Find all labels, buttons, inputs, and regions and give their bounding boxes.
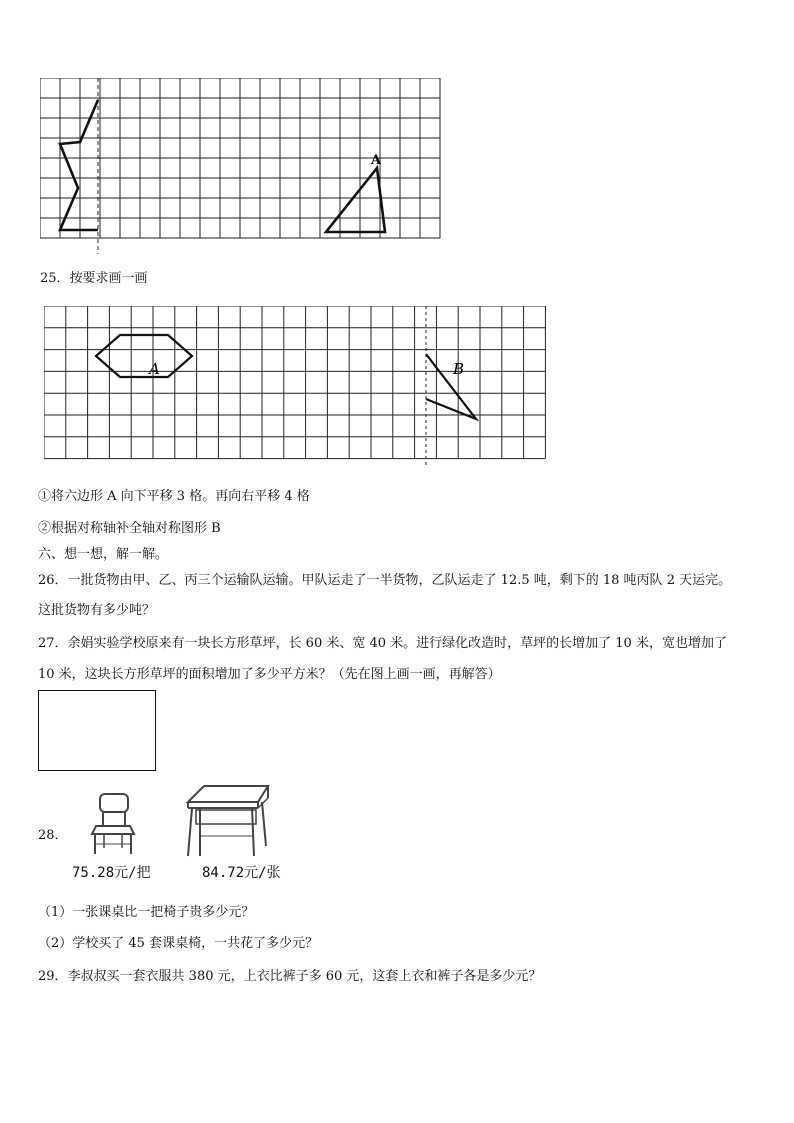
- question-28-number: 28．: [38, 828, 68, 843]
- question-25-task-1: ①将六边形 A 向下平移 3 格。再向右平移 4 格: [38, 489, 310, 504]
- question-28-sub-1: （1）一张课桌比一把椅子贵多少元？: [38, 905, 255, 920]
- question-25-task-2: ②根据对称轴补全轴对称图形 B: [38, 521, 221, 536]
- question-26-line-2: 这批货物有多少吨？: [38, 603, 156, 618]
- hexagon-a: [96, 335, 192, 377]
- figure-b-label: B: [453, 360, 465, 378]
- question-25-title: 25．按要求画一画: [40, 271, 148, 286]
- desk-price: 84.72元/张: [202, 865, 281, 881]
- grid-figure-1: [40, 78, 450, 256]
- section-6-title: 六、想一想，解一解。: [38, 547, 169, 562]
- question-27-line-1: 27．余娟实验学校原来有一块长方形草坪，长 60 米、宽 40 米。进行绿化改造时，草坪的长增加了 10 米，宽也增加了: [38, 636, 727, 651]
- grid-figure-2: [44, 306, 556, 470]
- question-27-line-2: 10 米，这块长方形草坪的面积增加了多少平方米？（先在图上画一画，再解答）: [38, 667, 501, 682]
- question-26-line-1: 26．一批货物由甲、乙、丙三个运输队运输。甲队运走了一半货物，乙队运走了 12.5 吨，剩下的 18 吨丙队 2 天运完。: [38, 573, 732, 588]
- hexagon-a-label: A: [149, 360, 160, 378]
- point-a-label: A: [371, 153, 382, 168]
- desk-image: [182, 780, 276, 858]
- chair-price: 75.28元/把: [72, 865, 151, 881]
- question-28-sub-2: （2）学校买了 45 套课桌椅，一共花了多少元？: [38, 936, 319, 951]
- chair-image: [88, 790, 138, 856]
- lawn-rectangle: [38, 690, 156, 771]
- question-29-line-1: 29．李叔叔买一套衣服共 380 元，上衣比裤子多 60 元，这套上衣和裤子各是多少元？: [38, 969, 542, 984]
- half-figure-b: [426, 354, 476, 419]
- half-figure-shape: [60, 100, 98, 230]
